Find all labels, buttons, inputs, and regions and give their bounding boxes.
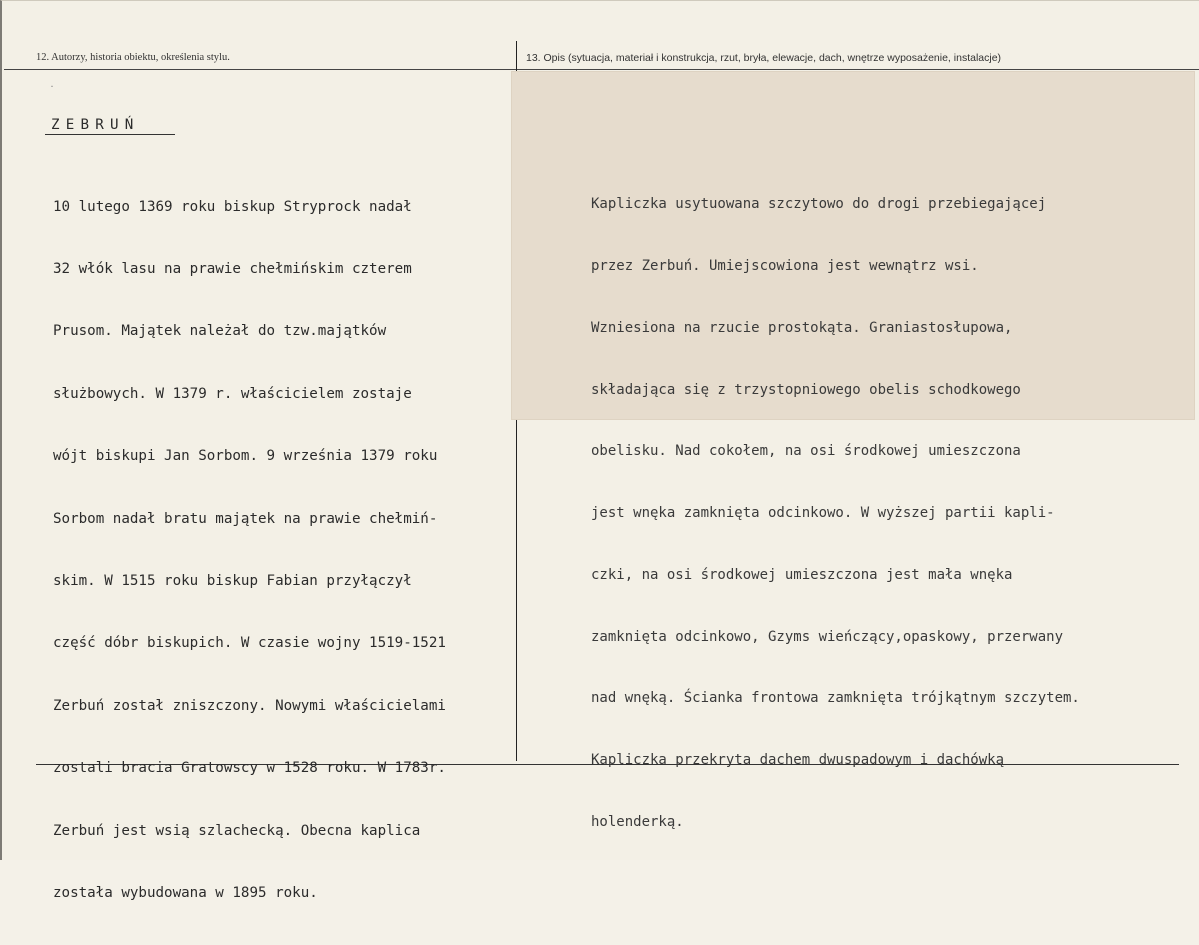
description-text	[591, 153, 1191, 874]
description-line: jest wnęka zamknięta odcinkowo. W wyższej partii kapli-	[591, 505, 1055, 522]
history-line: Sorbom nadał bratu majątek na prawie chełmiń-	[53, 510, 438, 527]
history-line: zostali bracia Gratowscy w 1528 roku. W 1783r.	[53, 760, 446, 777]
section-12-header: 12. Autorzy, historia obiektu, określenia stylu.	[36, 52, 230, 63]
history-line: część dóbr biskupich. W czasie wojny 1519-1521	[53, 635, 446, 652]
description-line: Kapliczka usytuowana szczytowo do drogi przebiegającej	[591, 196, 1047, 213]
description-line: czki, na osi środkowej umieszczona jest mała wnęka	[591, 566, 1013, 583]
history-line: skim. W 1515 roku biskup Fabian przyłączył	[53, 572, 412, 589]
history-line: służbowych. W 1379 r. właścicielem zostaje	[53, 385, 412, 402]
history-line: Zerbuń został zniszczony. Nowymi właścicielami	[53, 697, 446, 714]
description-line: nad wnęką. Ścianka frontowa zamknięta trójkątnym szczytem.	[591, 690, 1080, 707]
description-line: zamknięta odcinkowo, Gzyms wieńczący,opaskowy, przerwany	[591, 628, 1064, 645]
history-line: Prusom. Majątek należał do tzw.majątków	[53, 323, 387, 340]
description-line: przez Zerbuń. Umiejscowiona jest wewnątrz wsi.	[591, 257, 979, 274]
section-13-header-text: 13. Opis (sytuacja, materiał i konstrukcja, rzut, bryła, elewacje, dach, wnętrze wyposażenie, instalacje)	[526, 52, 1002, 64]
history-line: Zerbuń jest wsią szlachecką. Obecna kaplica	[53, 822, 421, 839]
title-underline	[45, 134, 175, 135]
description-line: Wzniesiona na rzucie prostokąta. Graniastosłupowa,	[591, 319, 1013, 336]
ink-speck: ·	[50, 79, 54, 93]
description-line: składająca się z trzystopniowego obelis schodkowego	[591, 381, 1021, 398]
history-line: 10 lutego 1369 roku biskup Stryprock nadał	[53, 198, 412, 215]
history-line: została wybudowana w 1895 roku.	[53, 884, 318, 901]
history-line: wójt biskupi Jan Sorbom. 9 września 1379 roku	[53, 448, 438, 465]
description-line: Kapliczka przekryta dachem dwuspadowym i dachówką	[591, 752, 1005, 769]
history-line: 32 włók lasu na prawie chełmińskim czterem	[53, 260, 412, 277]
header-divider	[4, 69, 1199, 70]
description-line: obelisku. Nad cokołem, na osi środkowej umieszczona	[591, 443, 1021, 460]
locality-title: ZEBRUŃ	[51, 117, 140, 133]
description-line: holenderką.	[591, 814, 684, 830]
section-13-header	[526, 52, 1001, 64]
history-text	[53, 155, 513, 945]
